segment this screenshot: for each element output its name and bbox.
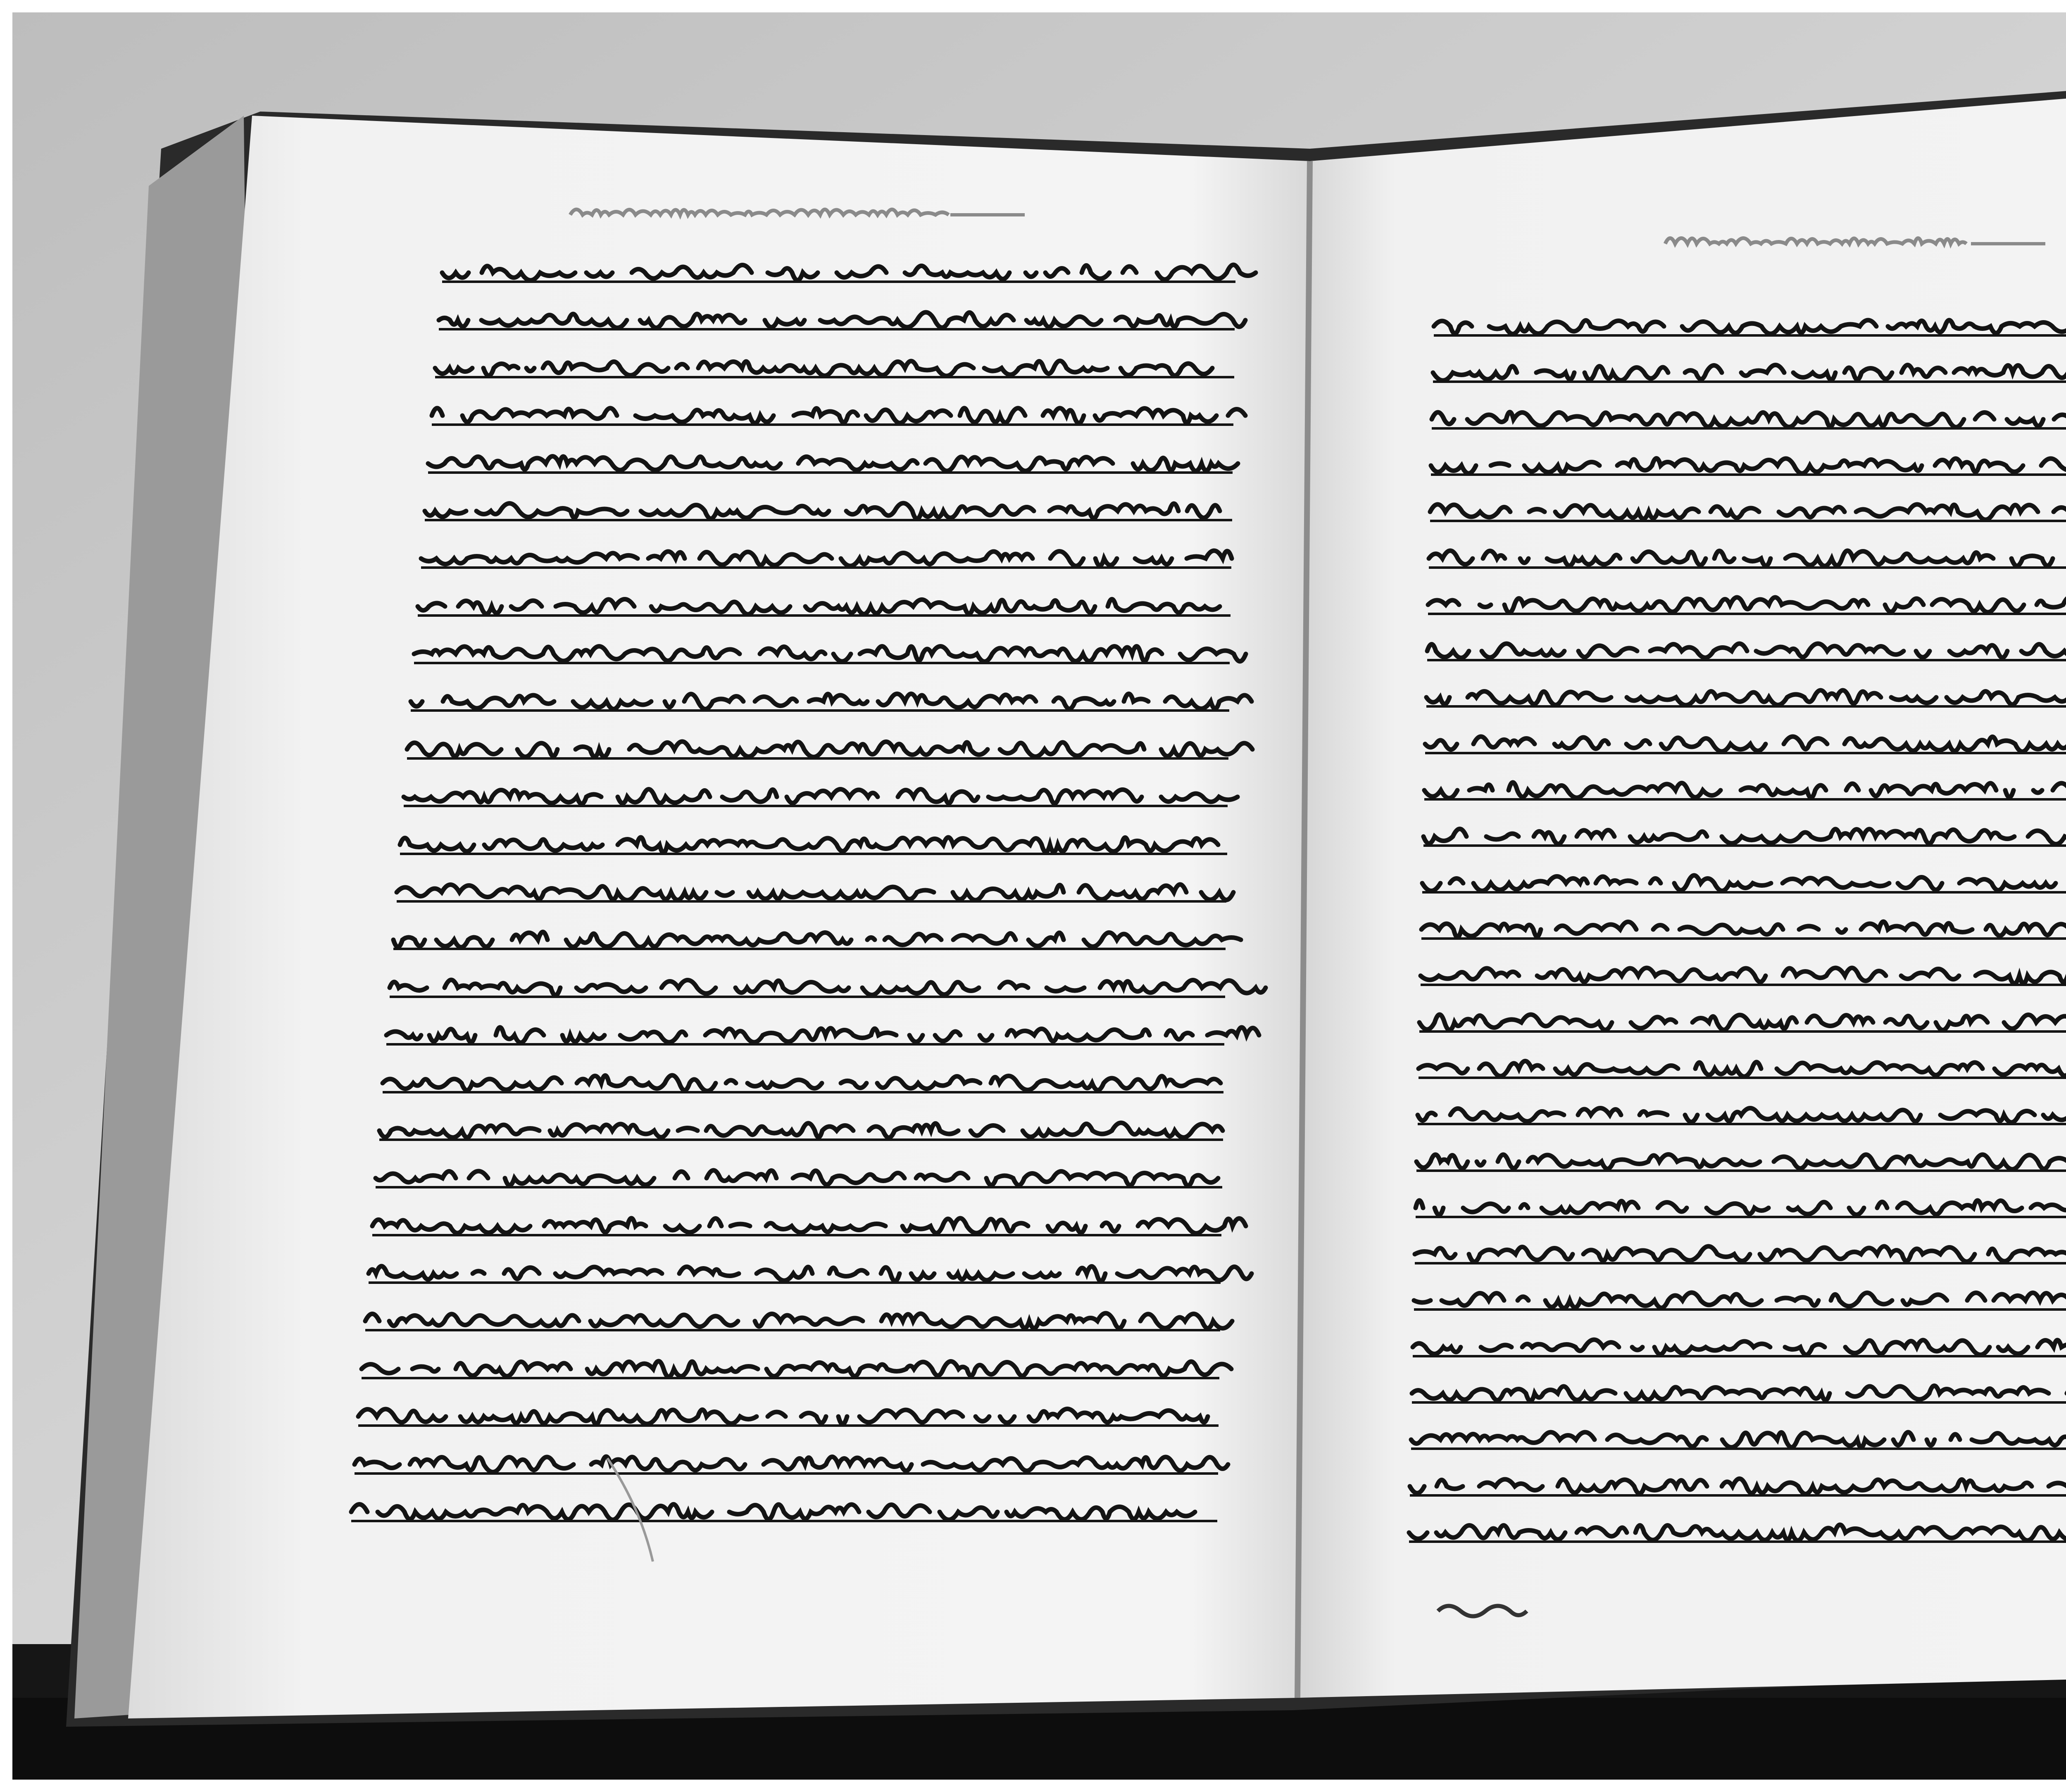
right-page (1297, 70, 2066, 1698)
manuscript-photograph (12, 12, 2066, 1780)
left-page (128, 116, 1310, 1718)
manuscript-scene (12, 12, 2066, 1780)
